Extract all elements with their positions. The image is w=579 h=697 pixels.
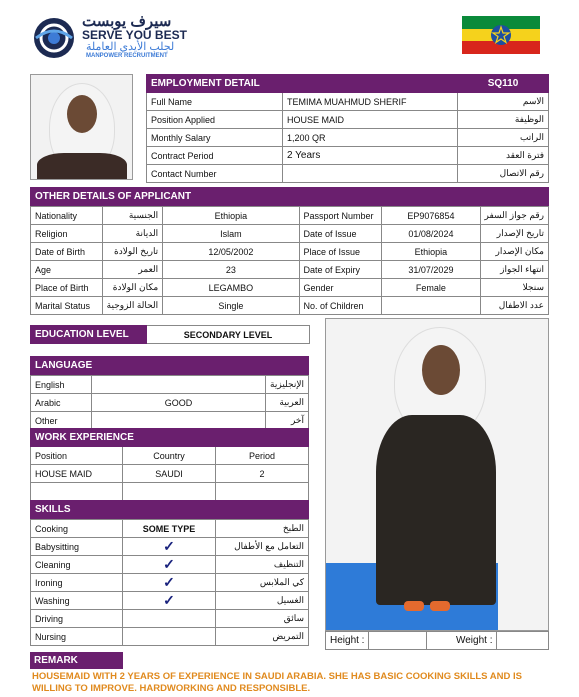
ethiopia-flag (462, 16, 540, 54)
field-label-ar: رقم الاتصال (458, 165, 549, 183)
language-level: GOOD (92, 394, 266, 412)
field-value: Female (382, 279, 480, 297)
field-label-ar: عدد الاطفال (480, 297, 549, 315)
field-value: 12/05/2002 (163, 243, 299, 261)
field-value: LEGAMBO (163, 279, 299, 297)
employment-title: EMPLOYMENT DETAIL (147, 75, 458, 93)
column-header: Period (216, 447, 309, 465)
logo-arabic-sub: لجلب الأيدي العاملة (86, 41, 175, 53)
column-header: Position (31, 447, 123, 465)
work-country: SAUDI (123, 465, 216, 483)
measurements (325, 631, 549, 650)
field-label-ar: سنجلا (480, 279, 549, 297)
field-label: Date of Issue (299, 225, 382, 243)
weight-value (497, 632, 549, 650)
field-value: EP9076854 (382, 207, 480, 225)
table-row (147, 165, 549, 183)
field-label-ar: فترة العقد (458, 147, 549, 165)
field-label-ar: الراتب (458, 129, 549, 147)
flag-star-icon (490, 24, 512, 46)
field-value: Ethiopia (163, 207, 299, 225)
table-row (31, 261, 549, 279)
logo-arabic: سيرف يوبست (82, 13, 172, 30)
table-row (31, 207, 549, 225)
language-table (30, 356, 309, 430)
field-label: Date of Expiry (299, 261, 382, 279)
check-icon: ✓ (123, 538, 216, 556)
table-row (31, 243, 549, 261)
skill-name: Driving (31, 610, 123, 628)
remark-section (30, 652, 549, 697)
table-row (31, 279, 549, 297)
field-value: 31/07/2029 (382, 261, 480, 279)
field-label: Religion (31, 225, 103, 243)
weight-label: Weight : (427, 632, 497, 650)
logo-emblem-icon (30, 16, 78, 60)
field-value: Single (163, 297, 299, 315)
table-row (147, 147, 549, 165)
work-period (216, 483, 309, 501)
language-name-ar: آخر (266, 412, 309, 430)
field-label-ar: الوظيفة (458, 111, 549, 129)
table-row (31, 592, 309, 610)
logo-sub: MANPOWER RECRUITMENT (86, 53, 168, 59)
work-experience-table (30, 428, 309, 501)
table-row (31, 225, 549, 243)
field-label-ar: مكان الولادة (102, 279, 163, 297)
check-icon: ✓ (123, 574, 216, 592)
field-label: Nationality (31, 207, 103, 225)
table-row (31, 520, 309, 538)
table-row (31, 556, 309, 574)
field-value: HOUSE MAID (283, 111, 458, 129)
field-value: 1,200 QR (283, 129, 458, 147)
field-label-ar: تاريخ الإصدار (480, 225, 549, 243)
table-row (31, 376, 309, 394)
company-logo (30, 14, 190, 64)
field-label-ar: الديانة (102, 225, 163, 243)
field-label: Marital Status (31, 297, 103, 315)
table-row (31, 610, 309, 628)
employment-detail-table (146, 74, 549, 183)
education-value: SECONDARY LEVEL (147, 326, 310, 344)
field-label: Contract Period (147, 147, 283, 165)
skill-name-ar: التعامل مع الأطفال (216, 538, 309, 556)
field-label-ar: انتهاء الجواز (480, 261, 549, 279)
table-row (31, 465, 309, 483)
field-label: No. of Children (299, 297, 382, 315)
applicant-full-photo (325, 318, 549, 631)
field-value: 2 Years (283, 147, 458, 165)
field-value (283, 165, 458, 183)
skill-name-ar: الطبخ (216, 520, 309, 538)
field-label-ar: مكان الإصدار (480, 243, 549, 261)
skill-name-ar: التنظيف (216, 556, 309, 574)
work-country (123, 483, 216, 501)
skill-value (123, 610, 216, 628)
skill-value: SOME TYPE (123, 520, 216, 538)
skill-name-ar: سائق (216, 610, 309, 628)
language-name: English (31, 376, 92, 394)
field-label: Full Name (147, 93, 283, 111)
language-name: Arabic (31, 394, 92, 412)
field-label-ar: الحالة الزوجية (102, 297, 163, 315)
height-value (369, 632, 427, 650)
field-label: Date of Birth (31, 243, 103, 261)
language-level (92, 412, 266, 430)
table-row (31, 574, 309, 592)
logo-name: SERVE YOU BEST (82, 28, 187, 42)
table-row (31, 538, 309, 556)
field-value: TEMIMA MUAHMUD SHERIF (283, 93, 458, 111)
work-position (31, 483, 123, 501)
field-label: Place of Issue (299, 243, 382, 261)
field-label-ar: الجنسية (102, 207, 163, 225)
table-header-row (31, 447, 309, 465)
field-label-ar: رقم جواز السفر (480, 207, 549, 225)
applicant-headshot (30, 74, 133, 180)
field-value: Ethiopia (382, 243, 480, 261)
field-label-ar: تاريخ الولادة (102, 243, 163, 261)
skill-name: Cooking (31, 520, 123, 538)
field-value (382, 297, 480, 315)
skill-name-ar: التمريض (216, 628, 309, 646)
skill-name: Washing (31, 592, 123, 610)
field-label: Passport Number (299, 207, 382, 225)
field-value: 23 (163, 261, 299, 279)
language-title: LANGUAGE (31, 357, 309, 375)
skill-name-ar: كي الملابس (216, 574, 309, 592)
skill-name: Babysitting (31, 538, 123, 556)
field-value: Islam (163, 225, 299, 243)
language-level (92, 376, 266, 394)
language-name-ar: العربية (266, 394, 309, 412)
language-name-ar: الإنجليزية (266, 376, 309, 394)
check-icon: ✓ (123, 592, 216, 610)
column-header: Country (123, 447, 216, 465)
skill-name: Nursing (31, 628, 123, 646)
education-title: EDUCATION LEVEL (31, 326, 147, 344)
employment-code: SQ110 (458, 75, 549, 93)
table-row (31, 628, 309, 646)
field-label: Position Applied (147, 111, 283, 129)
skills-title: SKILLS (31, 501, 309, 519)
other-title: OTHER DETAILS OF APPLICANT (31, 188, 549, 206)
skills-table (30, 500, 309, 646)
field-label: Place of Birth (31, 279, 103, 297)
field-label: Age (31, 261, 103, 279)
remark-title: REMARK (30, 652, 123, 669)
work-position: HOUSE MAID (31, 465, 123, 483)
table-row (31, 412, 309, 430)
skill-name: Cleaning (31, 556, 123, 574)
field-label: Gender (299, 279, 382, 297)
field-label-ar: العمر (102, 261, 163, 279)
table-row (147, 129, 549, 147)
language-name: Other (31, 412, 92, 430)
skill-name: Ironing (31, 574, 123, 592)
table-row (147, 111, 549, 129)
education-level (30, 325, 310, 344)
other-details-table (30, 187, 549, 315)
field-label: Monthly Salary (147, 129, 283, 147)
skill-value (123, 628, 216, 646)
skill-name-ar: الغسيل (216, 592, 309, 610)
field-value: 01/08/2024 (382, 225, 480, 243)
table-row (31, 297, 549, 315)
height-label: Height : (326, 632, 369, 650)
table-row (147, 93, 549, 111)
work-period: 2 (216, 465, 309, 483)
field-label: Contact Number (147, 165, 283, 183)
remark-text: HOUSEMAID WITH 2 YEARS OF EXPERIENCE IN SAUDI ARABIA. SHE HAS BASIC COOKING SKILLS AND IS WILLING TO IMPROVE. HARDWORKING AND RESPONSIBLE. (32, 671, 523, 694)
table-row (31, 394, 309, 412)
check-icon: ✓ (123, 556, 216, 574)
field-label-ar: الاسم (458, 93, 549, 111)
table-row (31, 483, 309, 501)
work-title: WORK EXPERIENCE (31, 429, 309, 447)
